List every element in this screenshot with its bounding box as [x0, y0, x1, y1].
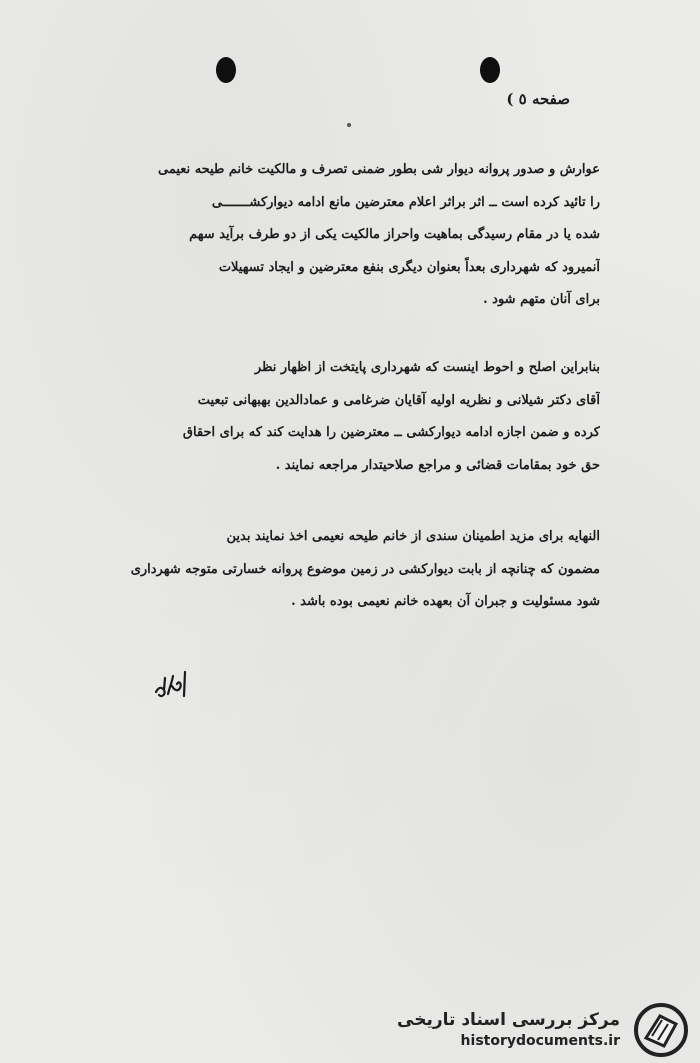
text-line: النهایه برای مزید اطمینان سندی از خانم طیحه نعیمی اخذ نمایند بدین — [226, 529, 600, 544]
text-line: شده یا در مقام رسیدگی بماهیت واحراز مالکیت یکی از دو طرف برآید سهم — [189, 227, 600, 242]
paragraph-1 — [100, 154, 600, 317]
paragraph-3 — [100, 521, 600, 619]
page-number: صفحه ٥ ) — [506, 90, 570, 108]
text-line: مضمون که چنانچه از بابت دیوارکشی در زمین موضوع پروانه خسارتی متوجه شهرداری — [130, 561, 600, 577]
text-line: شود مسئولیت و جبران آن بعهده خانم نعیمی بوده باشد . — [291, 594, 600, 609]
binding-hole-right — [480, 57, 500, 83]
archive-logo-icon — [630, 1002, 692, 1058]
text-line: را تائید کرده است ــ اثر براثر اعلام معترضین مانع ادامه دیوارکشـــــــی — [211, 194, 600, 210]
text-line: آقای دکتر شیلانی و نظریه اولیه آقایان ضرغامی و عمادالدین بهبهانی تبعیت — [197, 392, 600, 408]
binding-hole-left — [216, 57, 236, 83]
text-line: بنابراین اصلح و احوط اینست که شهرداری پایتخت از اظهار نظر — [254, 360, 600, 375]
watermark-title: مرکز بررسی اسناد تاریخی — [397, 1010, 620, 1030]
text-line: آنمیرود که شهرداری بعداً بعنوان دیگری بنفع معترضین و ایجاد تسهیلات — [218, 259, 600, 275]
watermark-url: historydocuments.ir — [460, 1033, 620, 1049]
text-line: عوارش و صدور پروانه دیوار شی بطور ضمنی تصرف و مالکیت خانم طیحه نعیمی — [158, 162, 600, 177]
paragraph-2 — [100, 352, 600, 482]
text-line: برای آنان متهم شود . — [483, 292, 600, 307]
text-line: کرده و ضمن اجازه ادامه دیوارکشی ــ معترضین را هدایت کند که برای احقاق — [182, 425, 600, 440]
handwritten-signature — [152, 668, 194, 708]
text-line: حق خود بمقامات قضائی و مراجع صلاحیتدار مراجعه نمایند . — [275, 457, 600, 473]
watermark — [397, 1000, 700, 1063]
ink-dot — [347, 123, 351, 127]
